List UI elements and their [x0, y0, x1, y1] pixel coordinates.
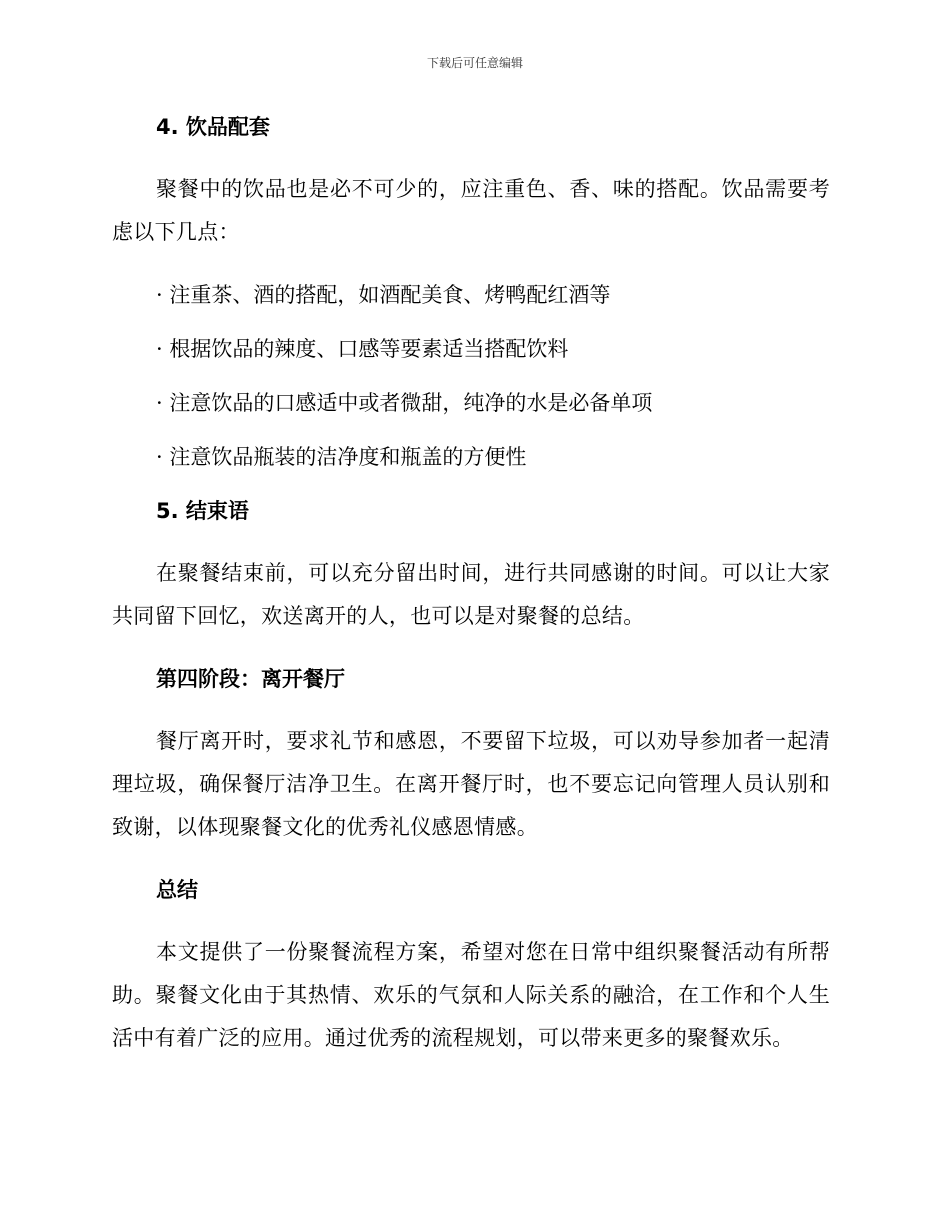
- bullet-item: · 注重茶、酒的搭配，如酒配美食、烤鸭配红酒等: [156, 283, 611, 307]
- section-heading-closing: 5. 结束语: [156, 499, 249, 523]
- bullet-item: · 注意饮品瓶装的洁净度和瓶盖的方便性: [156, 445, 527, 469]
- section-heading-drinks: 4. 饮品配套: [156, 115, 270, 139]
- paragraph-closing: 在聚餐结束前，可以充分留出时间，进行共同感谢的时间。可以让大家共同留下回忆，欢送离开的人，也可以是对聚餐的总结。: [112, 561, 830, 628]
- section-heading-summary: 总结: [156, 878, 198, 902]
- paragraph-drinks-intro: 聚餐中的饮品也是必不可少的，应注重色、香、味的搭配。饮品需要考虑以下几点：: [112, 177, 830, 244]
- page-header: 下载后可任意编辑: [426, 56, 523, 70]
- paragraph-summary: 本文提供了一份聚餐流程方案，希望对您在日常中组织聚餐活动有所帮助。聚餐文化由于其热情、欢乐的气氛和人际关系的融洽，在工作和个人生活中有着广泛的应用。通过优秀的流程规划，可以带来更多的聚餐欢乐。: [112, 940, 830, 1050]
- section-heading-stage4: 第四阶段：离开餐厅: [156, 667, 345, 691]
- bullet-item: · 根据饮品的辣度、口感等要素适当搭配饮料: [156, 337, 569, 361]
- document-body: [112, 112, 830, 1060]
- bullet-item: · 注意饮品的口感适中或者微甜，纯净的水是必备单项: [156, 391, 653, 415]
- paragraph-stage4: 餐厅离开时，要求礼节和感恩，不要留下垃圾，可以劝导参加者一起清理垃圾，确保餐厅洁净卫生。在离开餐厅时，也不要忘记向管理人员认别和致谢，以体现聚餐文化的优秀礼仪感恩情感。: [112, 729, 830, 839]
